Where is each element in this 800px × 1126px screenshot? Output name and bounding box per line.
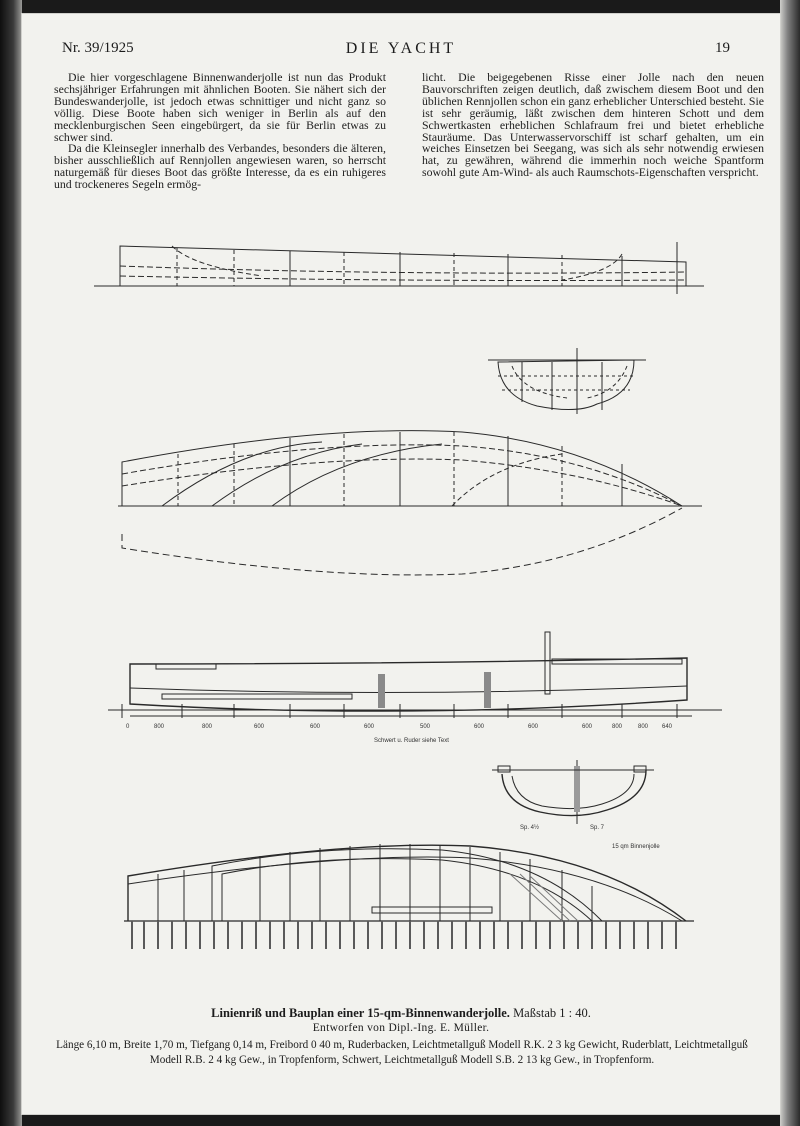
caption-title: Linienriß und Bauplan einer 15-qm-Binnenwanderjolle. xyxy=(211,1006,510,1020)
dim-label: 600 xyxy=(582,724,593,730)
drawing-tag: 15 qm Binnenjolle xyxy=(612,844,660,850)
dim-label: 800 xyxy=(154,724,165,730)
paragraph: Da die Kleinsegler innerhalb des Verbandes, besonders die älteren, bisher ausschließlich auf Rennjollen angewiesen waren, so herrscht naturgemäß für dieses Boot das größte Interesse, da es ein ruhigeres und trockeneres Segeln ermög- xyxy=(54,141,386,192)
journal-title: DIE YACHT xyxy=(345,40,457,57)
section-view xyxy=(492,760,654,824)
dim-label: 800 xyxy=(202,724,213,730)
deck-plan-view xyxy=(124,844,694,949)
magazine-page xyxy=(22,14,780,1114)
paragraph: Die hier vorgeschlagene Binnenwanderjolle ist nun das Produkt sechsjähriger Erfahrungen mit ähnlichen Booten. Sie nähert sich der Bundeswanderjolle, ist jedoch etwas schnittiger und nicht ganz so völlig. Diese Boote haben sich weniger in Berlin als auf den mecklenburgischen Seen eingebürgert, da sie für Berlin etwas zu schwer sind. xyxy=(54,70,386,144)
dim-label: 600 xyxy=(364,724,375,730)
dim-label: 600 xyxy=(310,724,321,730)
body-plan-view xyxy=(488,348,646,414)
dim-label: 800 xyxy=(638,724,649,730)
dim-label: 0 xyxy=(126,724,130,730)
book-binding-right xyxy=(780,0,800,1126)
paragraph: licht. Die beigegebenen Risse einer Jolle nach den neuen Bauvorschriften zeigen deutlich, daß zwischem diesem Boot und den üblichen Rennjollen schon ein ganz erheblicher Unterschied besteht. Sie ist sehr geräumig, läßt zwischen dem hinteren Schott und dem Schwertkasten erheblichen Schlafraum frei und bietet erhebliche Stauräume. Das Unterwasservorschiff ist scharf gehalten, um ein weiches Einsetzen bei Seegang, was sich als sehr notwendig erwiesen hat, zu gewähren, während die immerhin noch weiche Spantform sowohl gute Am-Wind- als auch Raumschots-Eigenschaften verspricht. xyxy=(422,70,764,180)
issue-number: Nr. 39/1925 xyxy=(62,40,134,56)
section-label-right: Sp. 7 xyxy=(590,825,605,831)
dim-label: 640 xyxy=(662,724,673,730)
figure-caption-author: Entworfen von Dipl.-Ing. E. Müller. xyxy=(312,1022,490,1034)
page-number: 19 xyxy=(715,40,730,56)
book-binding-left xyxy=(0,0,22,1126)
dim-label: 500 xyxy=(420,724,431,730)
dim-label: 600 xyxy=(254,724,265,730)
construction-profile-view xyxy=(108,632,722,718)
half-breadth-view xyxy=(118,431,702,575)
caption-scale: Maßstab 1 : 40. xyxy=(513,1006,591,1020)
section-label-left: Sp. 4½ xyxy=(520,825,540,831)
dim-label: 600 xyxy=(528,724,539,730)
dim-label: 800 xyxy=(612,724,623,730)
figure-caption-specs: Länge 6,10 m, Breite 1,70 m, Tiefgang 0,14 m, Freibord 0 40 m, Ruderbacken, Leichtmetallguß Modell R.K. 2 3 kg Gewicht, Ruderblatt, Leichtmetallguß Modell R.B. 2 4 kg Gew., in Tropfenform, Schwert, Leichtmetallguß Modell S.B. 2 13 kg Gew., in Tropfenform. xyxy=(56,1039,748,1066)
profile-view xyxy=(94,242,704,294)
dim-label: 600 xyxy=(474,724,485,730)
figure-caption-title xyxy=(22,1006,780,1021)
drawing-note: Schwert u. Ruder siehe Text xyxy=(374,738,449,744)
boat-plans-drawing xyxy=(22,14,780,1114)
